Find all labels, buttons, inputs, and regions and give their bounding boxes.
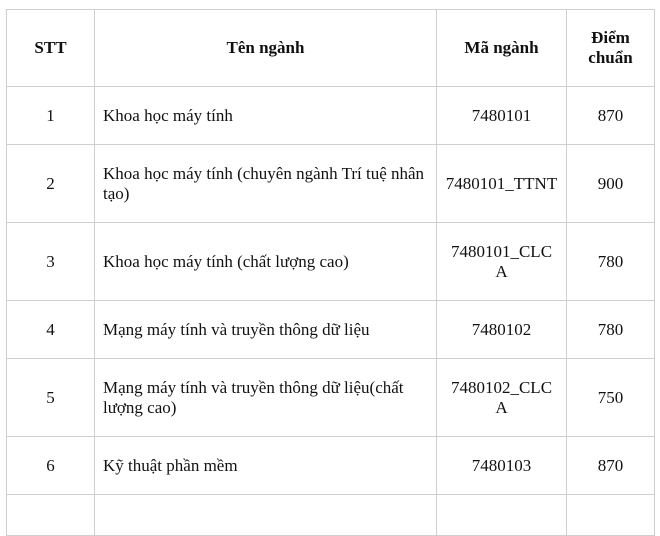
header-cutoff-score bbox=[567, 10, 655, 87]
cell-major-code: 7480102 bbox=[437, 301, 567, 359]
table-row bbox=[7, 301, 655, 359]
cell-stt: 4 bbox=[7, 301, 95, 359]
cell-empty bbox=[95, 495, 437, 536]
table-row-partial bbox=[7, 495, 655, 536]
cell-cutoff-score: 870 bbox=[567, 87, 655, 145]
cell-empty bbox=[7, 495, 95, 536]
table-row bbox=[7, 145, 655, 223]
cell-major-code: 7480101 bbox=[437, 87, 567, 145]
admission-scores-table bbox=[6, 9, 655, 536]
header-cutoff-score-line2: chuẩn bbox=[588, 48, 633, 67]
cell-stt: 3 bbox=[7, 223, 95, 301]
cell-empty bbox=[567, 495, 655, 536]
table-row bbox=[7, 359, 655, 437]
cell-empty bbox=[437, 495, 567, 536]
table-row bbox=[7, 87, 655, 145]
cell-cutoff-score: 780 bbox=[567, 301, 655, 359]
cell-stt: 1 bbox=[7, 87, 95, 145]
header-stt: STT bbox=[7, 10, 95, 87]
cell-major-code: 7480101_CLCA bbox=[437, 223, 567, 301]
header-major-name: Tên ngành bbox=[95, 10, 437, 87]
cell-major-name: Kỹ thuật phần mềm bbox=[95, 437, 437, 495]
cell-major-code: 7480101_TTNT bbox=[437, 145, 567, 223]
cell-cutoff-score: 750 bbox=[567, 359, 655, 437]
cell-major-name: Mạng máy tính và truyền thông dữ liệu bbox=[95, 301, 437, 359]
cell-major-name: Khoa học máy tính bbox=[95, 87, 437, 145]
table-header-row bbox=[7, 10, 655, 87]
cell-stt: 5 bbox=[7, 359, 95, 437]
table-row bbox=[7, 437, 655, 495]
cell-major-code: 7480103 bbox=[437, 437, 567, 495]
table-row bbox=[7, 223, 655, 301]
cell-major-name: Khoa học máy tính (chuyên ngành Trí tuệ nhân tạo) bbox=[95, 145, 437, 223]
cell-cutoff-score: 870 bbox=[567, 437, 655, 495]
header-cutoff-score-line1: Điểm bbox=[591, 28, 630, 47]
cell-cutoff-score: 780 bbox=[567, 223, 655, 301]
cell-stt: 6 bbox=[7, 437, 95, 495]
cell-major-name: Mạng máy tính và truyền thông dữ liệu(chất lượng cao) bbox=[95, 359, 437, 437]
cell-stt: 2 bbox=[7, 145, 95, 223]
cell-cutoff-score: 900 bbox=[567, 145, 655, 223]
header-major-code: Mã ngành bbox=[437, 10, 567, 87]
cell-major-name: Khoa học máy tính (chất lượng cao) bbox=[95, 223, 437, 301]
cell-major-code: 7480102_CLCA bbox=[437, 359, 567, 437]
